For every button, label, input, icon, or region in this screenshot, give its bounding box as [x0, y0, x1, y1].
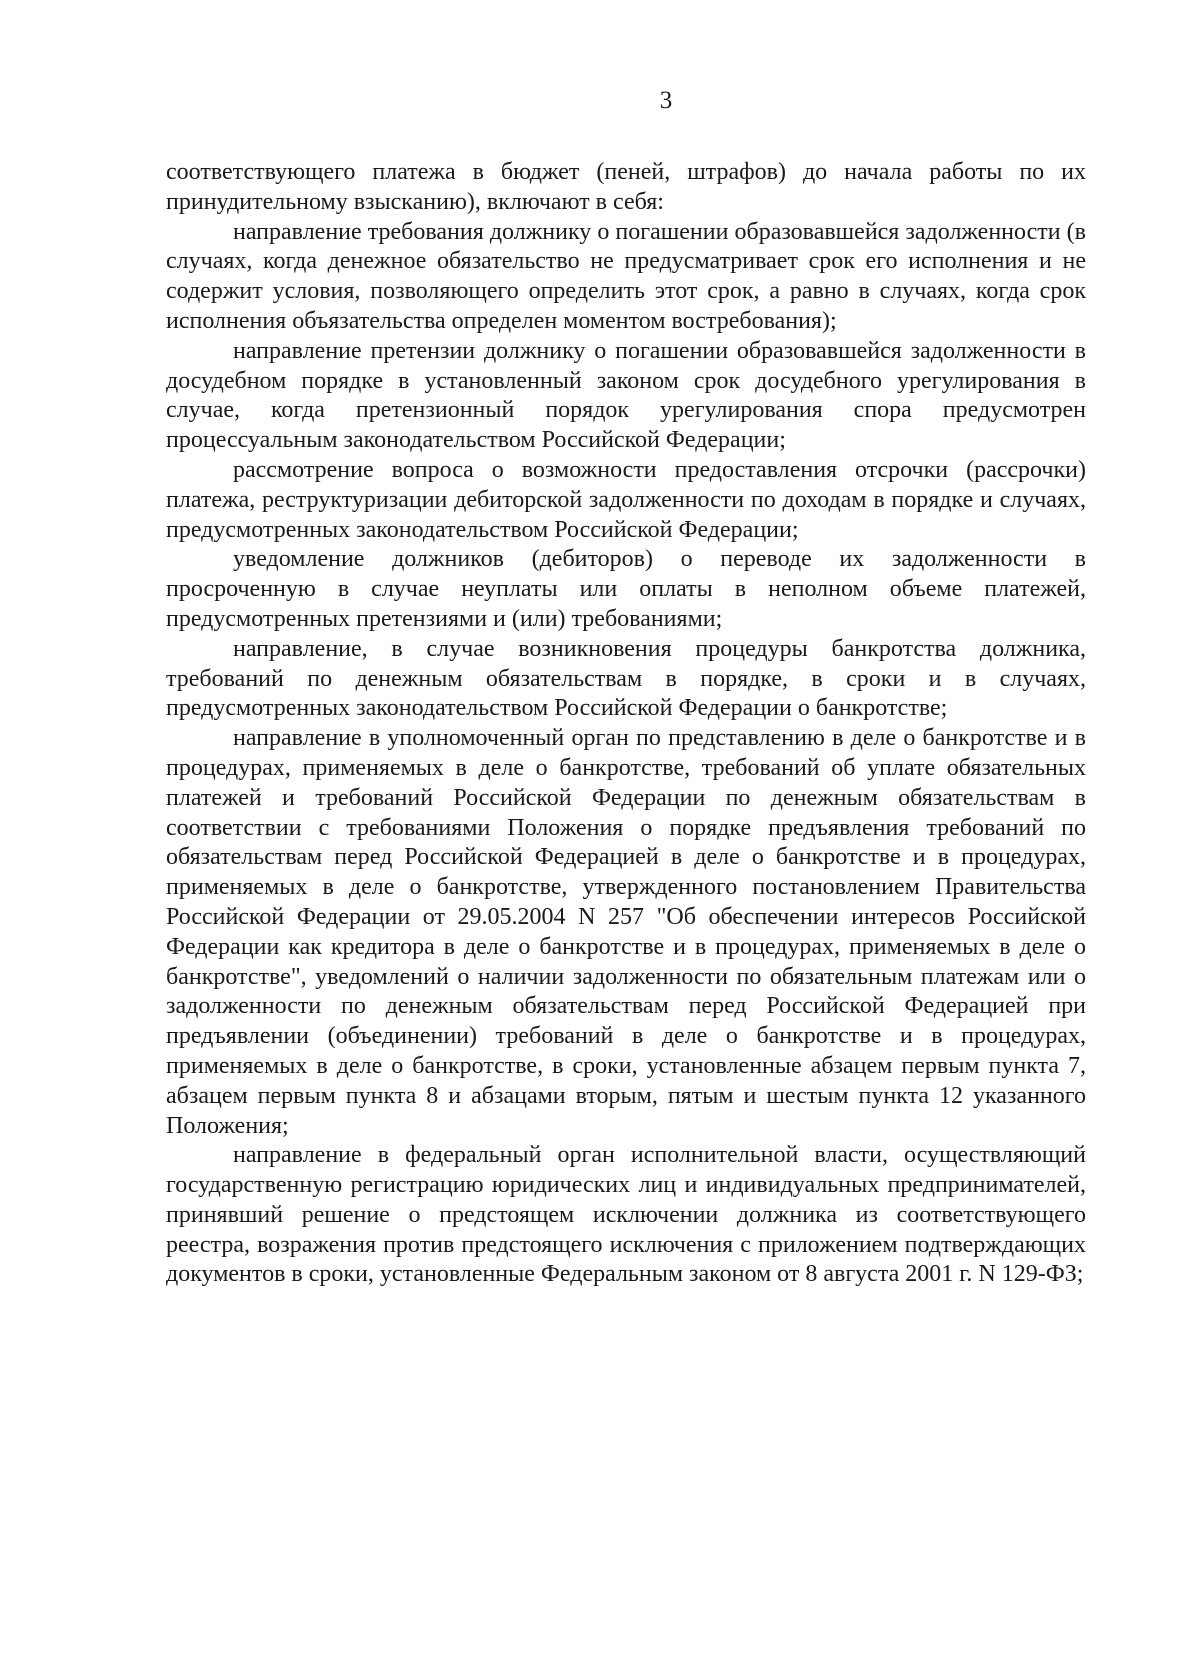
page-number: 3: [659, 87, 673, 114]
paragraph-authorized-body: направление в уполномоченный орган по представлению в деле о банкротстве и в процедурах, применяемых в деле о банкротстве, требований об уплате обязательных платежей и требований Российской Федерации по денежным обязательствам в соответствии с требованиями Положения о порядке предъявления требований по обязательствам перед Российской Федерацией в деле о банкротстве и в процедурах, применяемых в деле о банкротстве, утвержденного постановлением Правительства Российской Федерации от 29.05.2004 N 257 "Об обеспечении интересов Российской Федерации как кредитора в деле о банкротстве и в процедурах, применяемых в деле о банкротстве", уведомлений о наличии задолженности по обязательным платежам или о задолженности по денежным обязательствам перед Российской Федерацией при предъявлении (объединении) требований в деле о банкротстве и в процедурах, применяемых в деле о банкротстве, в сроки, установленные абзацем первым пункта 7, абзацем первым пункта 8 и абзацами вторым, пятым и шестым пункта 12 указанного Положения;: [166, 725, 1086, 1139]
paragraph-notification: уведомление должников (дебиторов) о переводе их задолженности в просроченную в случае неуплаты или оплаты в неполном объеме платежей, предусмотренных претензиями и (или) требованиями;: [166, 546, 1086, 632]
paragraph-bankruptcy-claims: направление, в случае возникновения процедуры банкротства должника, требований по денежным обязательствам в порядке, в сроки и в случаях, предусмотренных законодательством Российской Федерации о банкротстве;: [166, 635, 1086, 722]
paragraph-continuation: соответствующего платежа в бюджет (пеней, штрафов) до начала работы по их принудительному взысканию), включают в себя:: [166, 159, 1086, 215]
paragraph-claim: направление претензии должнику о погашении образовавшейся задолженности в досудебном порядке в установленный законом срок досудебного урегулирования в случае, когда претензионный порядок урегулирования спора предусмотрен процессуальным законодательством Российской Федерации;: [166, 337, 1086, 454]
document-body: [166, 158, 1086, 1290]
paragraph-registration-objection: направление в федеральный орган исполнительной власти, осуществляющий государственную регистрацию юридических лиц и индивидуальных предпринимателей, принявший решение о предстоящем исключении должника из соответствующего реестра, возражения против предстоящего исключения с приложением подтверждающих документов в сроки, установленные Федеральным законом от 8 августа 2001 г. N 129-ФЗ;: [166, 1142, 1086, 1288]
paragraph-demand: направление требования должнику о погашении образовавшейся задолженности (в случаях, когда денежное обязательство не предусматривает срок его исполнения и не содержит условия, позволяющего определить этот срок, а равно в случаях, когда срок исполнения объязательства определен моментом востребования);: [166, 218, 1086, 334]
paragraph-deferral: рассмотрение вопроса о возможности предоставления отсрочки (рассрочки) платежа, реструктуризации дебиторской задолженности по доходам в порядке и случаях, предусмотренных законодательством Российской Федерации;: [166, 456, 1086, 543]
